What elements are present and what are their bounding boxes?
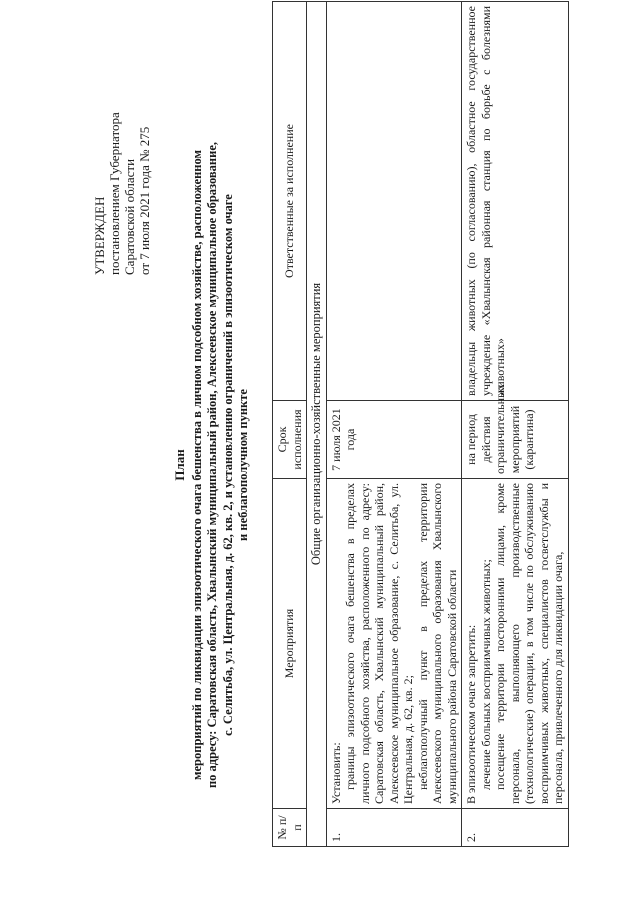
- activity-paragraph: границы эпизоотического очага бешенства в пределах личного подсобного хозяйства, расположенного по адресу: Саратовская область, Хвалынский муниципальный район, Алексеевское муниципальное образование, с. Селитьба, ул. Центральная, д. 62, кв. 2;: [343, 483, 415, 804]
- section-title: Общие организационно-хозяйственные мероприятия: [307, 2, 327, 847]
- row-activity: [462, 479, 569, 809]
- activity-paragraph: лечение больных восприимчивых животных;: [478, 559, 493, 790]
- activity-paragraph: В эпизоотическом очаге запретить:: [464, 624, 478, 804]
- plan-table: [272, 1, 569, 847]
- row-deadline: 7 июля 2021 года: [326, 401, 462, 479]
- title-line: мероприятий по ликвидации эпизоотического очага бешенства в личном подсобном хозяйстве, расположенном: [189, 149, 204, 781]
- row-responsible: [326, 2, 462, 401]
- approval-line: УТВЕРЖДЕН: [92, 196, 107, 275]
- header-num: № п/п: [273, 809, 307, 847]
- activity-paragraph: посещение территории посторонними лицами, кроме персонала, выполняющего производственные (технологические) операции, в том числе по обслуживанию восприимчивых животных, специалистов госветслужбы и персонала, привлеченного для ликвидации очага,: [493, 483, 565, 804]
- activity-paragraph: Установить:: [328, 742, 343, 804]
- row-responsible: владельцы животных (по согласованию), областное государственное учреждение «Хвалынская районная станция по борьбе с болезнями животных»: [462, 2, 569, 401]
- approval-line: от 7 июля 2021 года № 275: [137, 126, 152, 275]
- section-row: [307, 2, 327, 847]
- title-line: и неблагополучном пункте: [236, 389, 250, 541]
- activity-paragraph: неблагополучный пункт в пределах территории Алексеевского муниципального образования Хвалынского муниципального района Саратовской области: [415, 483, 459, 804]
- table-row: [462, 2, 569, 847]
- title-heading: План: [172, 449, 187, 481]
- table-row: [326, 2, 462, 847]
- approval-stamp: [92, 55, 152, 275]
- approval-line: постановлением Губернатора: [107, 112, 122, 275]
- title-line: с. Селитьба, ул. Центральная, д. 62, кв. 2, и установлению ограничений в эпизоотическом очаге: [220, 194, 235, 736]
- row-deadline: на период действия ограничительных мероприятий (карантина): [462, 401, 569, 479]
- row-num: 1.: [326, 809, 462, 847]
- title-line: по адресу: Саратовская область, Хвалынский муниципальный район, Алексеевское муниципальное образование,: [205, 142, 219, 789]
- row-num: 2.: [462, 809, 569, 847]
- header-activity: Мероприятия: [273, 479, 307, 809]
- document-title: [172, 115, 252, 815]
- table-header-row: [273, 2, 307, 847]
- header-deadline: Срок исполнения: [273, 401, 307, 479]
- approval-line: Саратовской области: [122, 158, 137, 275]
- row-activity: [326, 479, 462, 809]
- header-responsible: Ответственные за исполнение: [273, 2, 307, 401]
